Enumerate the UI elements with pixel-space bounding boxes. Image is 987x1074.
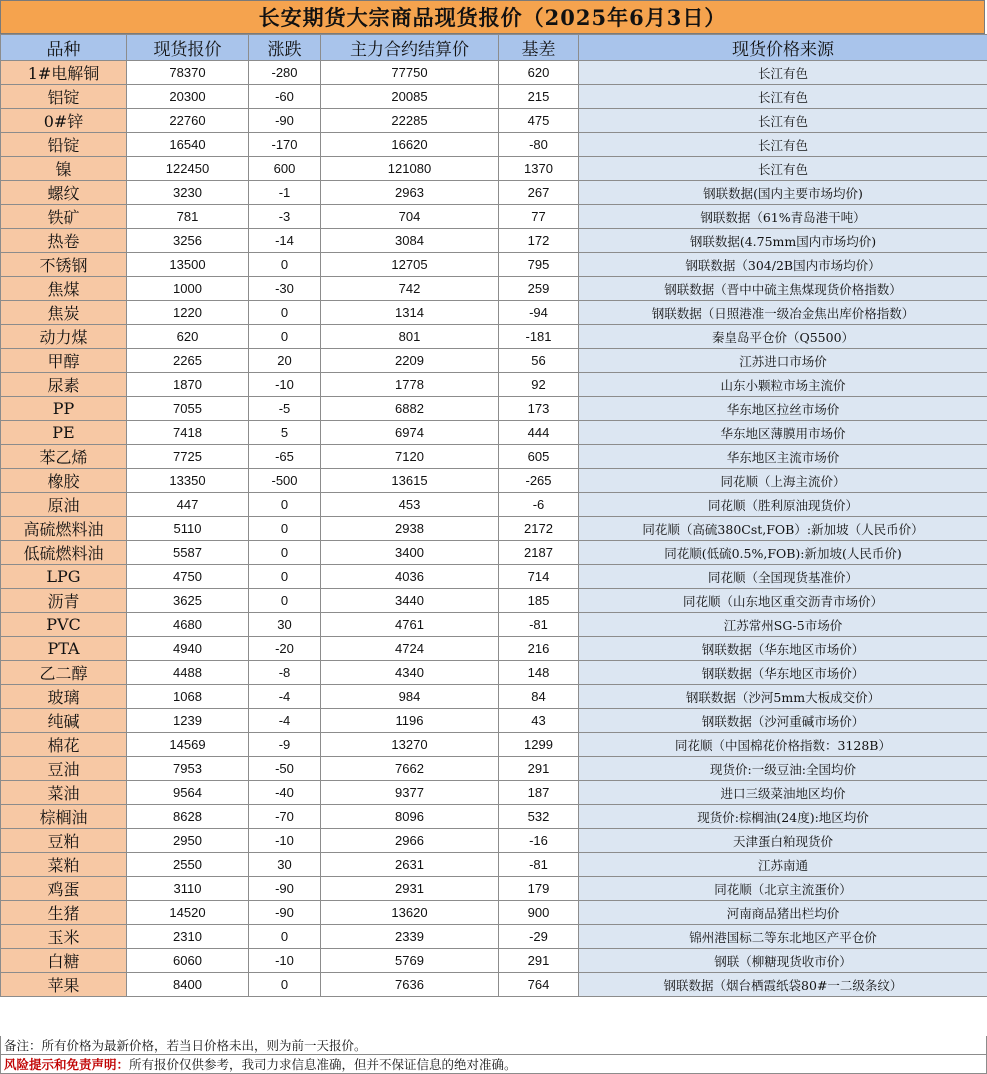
cell-price-source: 钢联数据（烟台栖霞纸袋80#一二级条纹）: [579, 973, 987, 997]
cell-basis: -81: [499, 613, 579, 637]
table-body: [1, 61, 987, 997]
cell-change: 0: [249, 517, 321, 541]
cell-basis: -181: [499, 325, 579, 349]
cell-basis: -16: [499, 829, 579, 853]
table-row: [1, 685, 987, 709]
cell-spot-price: 1220: [127, 301, 249, 325]
cell-spot-price: 20300: [127, 85, 249, 109]
header-variety: 品种: [1, 35, 127, 61]
cell-change: -10: [249, 373, 321, 397]
cell-price-source: 长江有色: [579, 157, 987, 181]
cell-basis: 764: [499, 973, 579, 997]
table-row: [1, 157, 987, 181]
cell-basis: -81: [499, 853, 579, 877]
cell-spot-price: 781: [127, 205, 249, 229]
cell-settlement-price: 2966: [321, 829, 499, 853]
cell-spot-price: 5110: [127, 517, 249, 541]
cell-spot-price: 9564: [127, 781, 249, 805]
cell-spot-price: 1068: [127, 685, 249, 709]
cell-settlement-price: 3400: [321, 541, 499, 565]
table-row: [1, 733, 987, 757]
header-basis: 基差: [499, 35, 579, 61]
cell-settlement-price: 12705: [321, 253, 499, 277]
cell-basis: 173: [499, 397, 579, 421]
cell-change: 0: [249, 541, 321, 565]
cell-spot-price: 1870: [127, 373, 249, 397]
cell-variety: 铅锭: [1, 133, 127, 157]
cell-change: -65: [249, 445, 321, 469]
cell-settlement-price: 2209: [321, 349, 499, 373]
table-row: [1, 349, 987, 373]
footer-note-text: 备注：所有价格为最新价格，若当日价格未出，则为前一天报价。: [4, 1038, 367, 1053]
cell-spot-price: 2950: [127, 829, 249, 853]
cell-price-source: 现货价:棕榈油(24度):地区均价: [579, 805, 987, 829]
cell-settlement-price: 4340: [321, 661, 499, 685]
cell-change: 0: [249, 589, 321, 613]
table-header-row: [1, 35, 987, 61]
cell-price-source: 江苏进口市场价: [579, 349, 987, 373]
cell-change: 600: [249, 157, 321, 181]
cell-settlement-price: 13615: [321, 469, 499, 493]
cell-price-source: 山东小颗粒市场主流价: [579, 373, 987, 397]
cell-price-source: 钢联数据（日照港准一级冶金焦出库价格指数）: [579, 301, 987, 325]
table-row: [1, 109, 987, 133]
cell-spot-price: 3625: [127, 589, 249, 613]
table-row: [1, 61, 987, 85]
cell-spot-price: 447: [127, 493, 249, 517]
header-settlement-price: 主力合约结算价: [321, 35, 499, 61]
cell-basis: 444: [499, 421, 579, 445]
cell-settlement-price: 121080: [321, 157, 499, 181]
cell-variety: 沥青: [1, 589, 127, 613]
cell-price-source: 长江有色: [579, 109, 987, 133]
cell-spot-price: 14520: [127, 901, 249, 925]
disclaimer-label: 风险提示和免责声明：: [4, 1057, 130, 1072]
cell-price-source: 河南商品猪出栏均价: [579, 901, 987, 925]
cell-basis: 84: [499, 685, 579, 709]
cell-spot-price: 3230: [127, 181, 249, 205]
cell-spot-price: 16540: [127, 133, 249, 157]
table-row: [1, 373, 987, 397]
cell-spot-price: 3256: [127, 229, 249, 253]
cell-variety: 焦炭: [1, 301, 127, 325]
cell-settlement-price: 2631: [321, 853, 499, 877]
cell-variety: 不锈钢: [1, 253, 127, 277]
cell-basis: 216: [499, 637, 579, 661]
cell-spot-price: 8400: [127, 973, 249, 997]
cell-basis: 620: [499, 61, 579, 85]
table-row: [1, 277, 987, 301]
table-row: [1, 541, 987, 565]
cell-basis: 714: [499, 565, 579, 589]
cell-spot-price: 14569: [127, 733, 249, 757]
cell-price-source: 同花顺（高硫380Cst,FOB）:新加坡（人民币价）: [579, 517, 987, 541]
cell-settlement-price: 4761: [321, 613, 499, 637]
table-row: [1, 421, 987, 445]
table-row: [1, 253, 987, 277]
cell-variety: 鸡蛋: [1, 877, 127, 901]
cell-basis: 187: [499, 781, 579, 805]
cell-settlement-price: 13270: [321, 733, 499, 757]
cell-change: -3: [249, 205, 321, 229]
cell-variety: 高硫燃料油: [1, 517, 127, 541]
cell-change: 0: [249, 325, 321, 349]
cell-variety: PVC: [1, 613, 127, 637]
table-row: [1, 637, 987, 661]
cell-settlement-price: 1196: [321, 709, 499, 733]
cell-basis: 77: [499, 205, 579, 229]
cell-change: -10: [249, 829, 321, 853]
cell-spot-price: 7418: [127, 421, 249, 445]
cell-variety: 生猪: [1, 901, 127, 925]
cell-variety: 玻璃: [1, 685, 127, 709]
cell-spot-price: 1000: [127, 277, 249, 301]
table-row: [1, 709, 987, 733]
cell-variety: 低硫燃料油: [1, 541, 127, 565]
cell-settlement-price: 5769: [321, 949, 499, 973]
cell-change: -4: [249, 685, 321, 709]
cell-price-source: 钢联数据（61%青岛港干吨）: [579, 205, 987, 229]
cell-settlement-price: 7636: [321, 973, 499, 997]
cell-change: 0: [249, 973, 321, 997]
cell-spot-price: 1239: [127, 709, 249, 733]
cell-basis: -29: [499, 925, 579, 949]
cell-price-source: 江苏常州SG-5市场价: [579, 613, 987, 637]
cell-change: -280: [249, 61, 321, 85]
cell-settlement-price: 77750: [321, 61, 499, 85]
cell-price-source: 同花顺（北京主流蛋价）: [579, 877, 987, 901]
table-row: [1, 397, 987, 421]
cell-settlement-price: 2938: [321, 517, 499, 541]
table-row: [1, 469, 987, 493]
cell-settlement-price: 801: [321, 325, 499, 349]
cell-variety: 铁矿: [1, 205, 127, 229]
price-table: [0, 34, 987, 997]
cell-settlement-price: 4724: [321, 637, 499, 661]
cell-settlement-price: 7120: [321, 445, 499, 469]
cell-basis: 185: [499, 589, 579, 613]
cell-price-source: 天津蛋白粕现货价: [579, 829, 987, 853]
cell-spot-price: 2310: [127, 925, 249, 949]
cell-settlement-price: 742: [321, 277, 499, 301]
table-row: [1, 181, 987, 205]
cell-change: 0: [249, 301, 321, 325]
cell-spot-price: 4750: [127, 565, 249, 589]
cell-settlement-price: 22285: [321, 109, 499, 133]
cell-spot-price: 3110: [127, 877, 249, 901]
cell-price-source: 长江有色: [579, 85, 987, 109]
table-row: [1, 781, 987, 805]
cell-change: 0: [249, 493, 321, 517]
cell-settlement-price: 7662: [321, 757, 499, 781]
cell-change: 0: [249, 253, 321, 277]
cell-price-source: 现货价:一级豆油:全国均价: [579, 757, 987, 781]
cell-change: -170: [249, 133, 321, 157]
cell-price-source: 同花顺(低硫0.5%,FOB):新加坡(人民币价): [579, 541, 987, 565]
table-row: [1, 85, 987, 109]
cell-basis: 215: [499, 85, 579, 109]
table-row: [1, 757, 987, 781]
cell-basis: -94: [499, 301, 579, 325]
cell-variety: 原油: [1, 493, 127, 517]
cell-price-source: 长江有色: [579, 133, 987, 157]
cell-change: -90: [249, 901, 321, 925]
cell-basis: 532: [499, 805, 579, 829]
cell-basis: 2187: [499, 541, 579, 565]
cell-spot-price: 7055: [127, 397, 249, 421]
cell-basis: 2172: [499, 517, 579, 541]
table-row: [1, 229, 987, 253]
table-row: [1, 613, 987, 637]
cell-spot-price: 8628: [127, 805, 249, 829]
table-row: [1, 301, 987, 325]
cell-settlement-price: 3084: [321, 229, 499, 253]
cell-variety: 动力煤: [1, 325, 127, 349]
cell-spot-price: 13350: [127, 469, 249, 493]
cell-change: -5: [249, 397, 321, 421]
sheet-title: 长安期货大宗商品现货报价（2025年6月3日）: [0, 0, 985, 34]
cell-settlement-price: 1314: [321, 301, 499, 325]
cell-price-source: 钢联数据（晋中中硫主焦煤现货价格指数）: [579, 277, 987, 301]
cell-price-source: 钢联数据（沙河5mm大板成交价）: [579, 685, 987, 709]
cell-price-source: 钢联数据（沙河重碱市场价）: [579, 709, 987, 733]
header-change: 涨跌: [249, 35, 321, 61]
header-spot-price: 现货报价: [127, 35, 249, 61]
cell-change: -90: [249, 109, 321, 133]
cell-variety: 0#锌: [1, 109, 127, 133]
cell-basis: 291: [499, 949, 579, 973]
cell-basis: 56: [499, 349, 579, 373]
cell-variety: 镍: [1, 157, 127, 181]
cell-basis: 900: [499, 901, 579, 925]
cell-settlement-price: 6974: [321, 421, 499, 445]
cell-price-source: 长江有色: [579, 61, 987, 85]
cell-change: 0: [249, 925, 321, 949]
cell-settlement-price: 13620: [321, 901, 499, 925]
cell-change: -50: [249, 757, 321, 781]
cell-variety: 焦煤: [1, 277, 127, 301]
cell-spot-price: 5587: [127, 541, 249, 565]
cell-price-source: 钢联数据(国内主要市场均价): [579, 181, 987, 205]
cell-price-source: 同花顺（山东地区重交沥青市场价）: [579, 589, 987, 613]
cell-price-source: 钢联数据(4.75mm国内市场均价): [579, 229, 987, 253]
cell-settlement-price: 16620: [321, 133, 499, 157]
cell-variety: 热卷: [1, 229, 127, 253]
cell-price-source: 同花顺（全国现货基准价）: [579, 565, 987, 589]
cell-basis: -265: [499, 469, 579, 493]
footer-note: [0, 1036, 987, 1055]
table-row: [1, 445, 987, 469]
cell-variety: 菜油: [1, 781, 127, 805]
cell-variety: 乙二醇: [1, 661, 127, 685]
table-row: [1, 829, 987, 853]
cell-variety: 纯碱: [1, 709, 127, 733]
cell-settlement-price: 8096: [321, 805, 499, 829]
cell-price-source: 同花顺（上海主流价）: [579, 469, 987, 493]
cell-price-source: 华东地区薄膜用市场价: [579, 421, 987, 445]
cell-settlement-price: 2963: [321, 181, 499, 205]
cell-spot-price: 4680: [127, 613, 249, 637]
cell-variety: 棉花: [1, 733, 127, 757]
cell-basis: 605: [499, 445, 579, 469]
cell-settlement-price: 704: [321, 205, 499, 229]
cell-change: -1: [249, 181, 321, 205]
cell-settlement-price: 984: [321, 685, 499, 709]
cell-settlement-price: 9377: [321, 781, 499, 805]
cell-price-source: 锦州港国标二等东北地区产平仓价: [579, 925, 987, 949]
cell-change: -10: [249, 949, 321, 973]
cell-change: -90: [249, 877, 321, 901]
cell-change: 0: [249, 565, 321, 589]
cell-spot-price: 7725: [127, 445, 249, 469]
table-row: [1, 565, 987, 589]
cell-change: 30: [249, 853, 321, 877]
cell-basis: 172: [499, 229, 579, 253]
table-row: [1, 973, 987, 997]
cell-variety: 尿素: [1, 373, 127, 397]
cell-change: 20: [249, 349, 321, 373]
cell-price-source: 钢联数据（304/2B国内市场均价）: [579, 253, 987, 277]
table-row: [1, 925, 987, 949]
cell-basis: 259: [499, 277, 579, 301]
cell-price-source: 同花顺（中国棉花价格指数：3128B）: [579, 733, 987, 757]
cell-spot-price: 4488: [127, 661, 249, 685]
table-row: [1, 949, 987, 973]
cell-change: -70: [249, 805, 321, 829]
cell-change: -40: [249, 781, 321, 805]
cell-price-source: 华东地区拉丝市场价: [579, 397, 987, 421]
cell-spot-price: 78370: [127, 61, 249, 85]
cell-variety: 豆粕: [1, 829, 127, 853]
table-row: [1, 133, 987, 157]
cell-basis: 1370: [499, 157, 579, 181]
table-row: [1, 661, 987, 685]
cell-variety: PP: [1, 397, 127, 421]
cell-change: -60: [249, 85, 321, 109]
cell-price-source: 钢联数据（华东地区市场价）: [579, 637, 987, 661]
disclaimer-text: 所有报价仅供参考，我司力求信息准确，但并不保证信息的绝对准确。: [129, 1057, 517, 1072]
cell-basis: -6: [499, 493, 579, 517]
cell-settlement-price: 6882: [321, 397, 499, 421]
cell-settlement-price: 453: [321, 493, 499, 517]
cell-price-source: 同花顺（胜利原油现货价）: [579, 493, 987, 517]
cell-variety: PE: [1, 421, 127, 445]
cell-basis: 92: [499, 373, 579, 397]
cell-spot-price: 4940: [127, 637, 249, 661]
cell-variety: 1#电解铜: [1, 61, 127, 85]
cell-change: -30: [249, 277, 321, 301]
cell-price-source: 钢联（柳糖现货收市价）: [579, 949, 987, 973]
table-row: [1, 325, 987, 349]
table-row: [1, 901, 987, 925]
cell-variety: 苯乙烯: [1, 445, 127, 469]
cell-settlement-price: 2339: [321, 925, 499, 949]
cell-variety: 橡胶: [1, 469, 127, 493]
cell-price-source: 秦皇岛平仓价（Q5500）: [579, 325, 987, 349]
cell-change: -20: [249, 637, 321, 661]
cell-price-source: 进口三级菜油地区均价: [579, 781, 987, 805]
cell-basis: 291: [499, 757, 579, 781]
cell-variety: 铝锭: [1, 85, 127, 109]
cell-variety: 玉米: [1, 925, 127, 949]
cell-change: 5: [249, 421, 321, 445]
cell-variety: 菜粕: [1, 853, 127, 877]
cell-spot-price: 13500: [127, 253, 249, 277]
cell-change: -500: [249, 469, 321, 493]
cell-variety: 白糖: [1, 949, 127, 973]
cell-change: 30: [249, 613, 321, 637]
cell-settlement-price: 1778: [321, 373, 499, 397]
cell-variety: LPG: [1, 565, 127, 589]
cell-price-source: 华东地区主流市场价: [579, 445, 987, 469]
cell-settlement-price: 4036: [321, 565, 499, 589]
cell-variety: 棕榈油: [1, 805, 127, 829]
table-row: [1, 805, 987, 829]
table-row: [1, 589, 987, 613]
cell-change: -8: [249, 661, 321, 685]
cell-variety: 豆油: [1, 757, 127, 781]
cell-basis: 43: [499, 709, 579, 733]
cell-price-source: 江苏南通: [579, 853, 987, 877]
cell-variety: 苹果: [1, 973, 127, 997]
cell-basis: -80: [499, 133, 579, 157]
cell-settlement-price: 2931: [321, 877, 499, 901]
table-row: [1, 493, 987, 517]
footer-disclaimer: [0, 1055, 987, 1074]
cell-spot-price: 22760: [127, 109, 249, 133]
cell-spot-price: 2550: [127, 853, 249, 877]
cell-variety: 甲醇: [1, 349, 127, 373]
cell-spot-price: 6060: [127, 949, 249, 973]
cell-spot-price: 7953: [127, 757, 249, 781]
cell-spot-price: 2265: [127, 349, 249, 373]
table-row: [1, 205, 987, 229]
cell-basis: 179: [499, 877, 579, 901]
cell-settlement-price: 20085: [321, 85, 499, 109]
table-row: [1, 877, 987, 901]
header-price-source: 现货价格来源: [579, 35, 987, 61]
table-row: [1, 853, 987, 877]
cell-change: -4: [249, 709, 321, 733]
cell-basis: 475: [499, 109, 579, 133]
cell-spot-price: 620: [127, 325, 249, 349]
cell-variety: PTA: [1, 637, 127, 661]
cell-spot-price: 122450: [127, 157, 249, 181]
cell-variety: 螺纹: [1, 181, 127, 205]
cell-change: -9: [249, 733, 321, 757]
table-row: [1, 517, 987, 541]
cell-basis: 267: [499, 181, 579, 205]
cell-price-source: 钢联数据（华东地区市场价）: [579, 661, 987, 685]
cell-basis: 1299: [499, 733, 579, 757]
cell-basis: 795: [499, 253, 579, 277]
cell-change: -14: [249, 229, 321, 253]
cell-basis: 148: [499, 661, 579, 685]
cell-settlement-price: 3440: [321, 589, 499, 613]
